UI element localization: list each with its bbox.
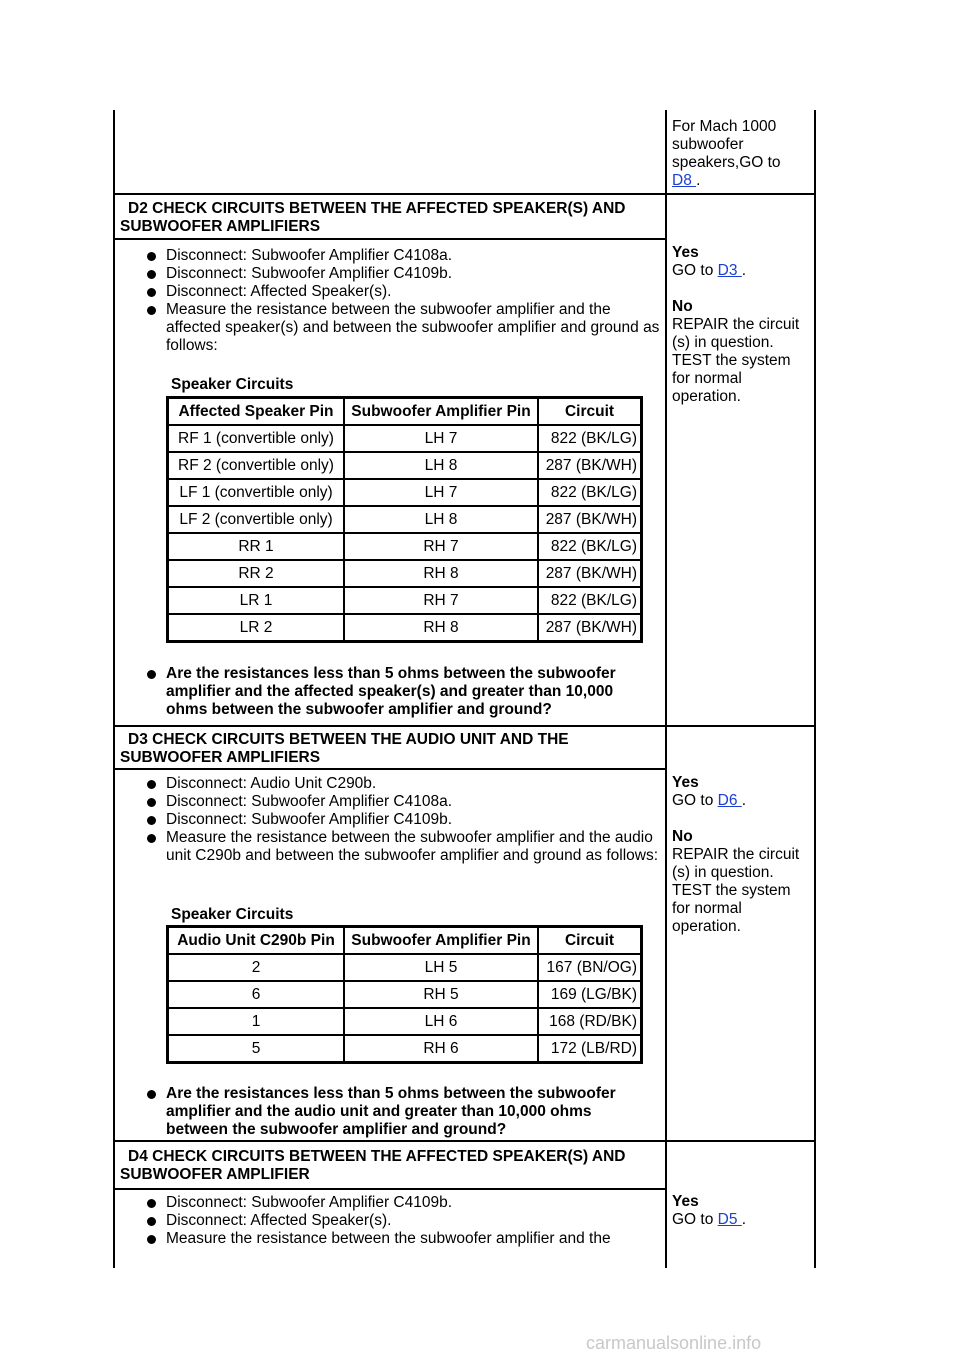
table-row bbox=[168, 506, 641, 533]
cell: 822 (BK/LG) bbox=[538, 533, 641, 560]
table-row bbox=[168, 981, 641, 1008]
d3-header: D3 CHECK CIRCUITS BETWEEN THE AUDIO UNIT AND THE SUBWOOFER AMPLIFIERS bbox=[120, 731, 569, 766]
mach1000-text: For Mach 1000 subwoofer speakers,GO to bbox=[672, 118, 781, 171]
column-divider bbox=[665, 110, 667, 1268]
cell: LF 1 (convertible only) bbox=[168, 479, 344, 506]
period: . bbox=[696, 172, 701, 189]
link-d6[interactable]: D6 bbox=[717, 792, 742, 809]
table-row bbox=[168, 1008, 641, 1035]
cell: LH 7 bbox=[344, 479, 538, 506]
d3-question-list bbox=[136, 1085, 636, 1139]
cell: RH 7 bbox=[344, 533, 538, 560]
table-row bbox=[168, 425, 641, 452]
cell: 822 (BK/LG) bbox=[538, 587, 641, 614]
table-header-row bbox=[168, 927, 641, 954]
d3-result bbox=[672, 774, 812, 936]
d4-result bbox=[672, 1193, 812, 1229]
d2-yes-action: GO to D3 . bbox=[672, 262, 747, 279]
go-to-text: GO to bbox=[672, 792, 714, 809]
d2-no-action: REPAIR the circuit (s) in question. TEST the system for normal operation. bbox=[672, 316, 800, 405]
column-header: Audio Unit C290b Pin bbox=[168, 927, 344, 954]
cell: 2 bbox=[168, 954, 344, 981]
cell: RH 7 bbox=[344, 587, 538, 614]
d2-yes-label: Yes bbox=[672, 244, 699, 261]
cell: 822 (BK/LG) bbox=[538, 479, 641, 506]
table-row bbox=[168, 1035, 641, 1062]
cell: 287 (BK/WH) bbox=[538, 560, 641, 587]
watermark: carmanualsonline.info bbox=[586, 1333, 762, 1353]
row-divider bbox=[113, 725, 816, 727]
d4-yes-action: GO to D5 . bbox=[672, 1211, 747, 1228]
d2-speaker-circuits-table bbox=[166, 396, 643, 643]
mach1000-note bbox=[672, 118, 812, 190]
cell: LH 8 bbox=[344, 452, 538, 479]
d3-question: Are the resistances less than 5 ohms between the subwoofer amplifier and the audio unit and greater than 10,000 ohms between the subwoofer amplifier and ground? bbox=[136, 1085, 636, 1139]
cell: LH 5 bbox=[344, 954, 538, 981]
d2-steps bbox=[136, 247, 664, 355]
cell: 287 (BK/WH) bbox=[538, 506, 641, 533]
d2-result bbox=[672, 244, 812, 406]
link-d8[interactable]: D8 bbox=[672, 172, 697, 189]
cell: RH 5 bbox=[344, 981, 538, 1008]
cell: 167 (BN/OG) bbox=[538, 954, 641, 981]
cell: 287 (BK/WH) bbox=[538, 452, 641, 479]
cell: 6 bbox=[168, 981, 344, 1008]
table-row bbox=[168, 954, 641, 981]
cell: LR 2 bbox=[168, 614, 344, 641]
d3-speaker-circuits-table bbox=[166, 925, 643, 1064]
table-header-row bbox=[168, 398, 641, 425]
cell: RH 6 bbox=[344, 1035, 538, 1062]
row-divider bbox=[113, 1140, 816, 1142]
cell: 5 bbox=[168, 1035, 344, 1062]
right-border bbox=[814, 110, 816, 1268]
d4-step: Disconnect: Affected Speaker(s). bbox=[136, 1212, 664, 1230]
table-row bbox=[168, 479, 641, 506]
d2-question: Are the resistances less than 5 ohms between the subwoofer amplifier and the affected speaker(s) and greater than 10,000 ohms between the subwoofer amplifier and ground? bbox=[136, 665, 636, 719]
table-row bbox=[168, 614, 641, 641]
column-header: Subwoofer Amplifier Pin bbox=[344, 398, 538, 425]
cell: 287 (BK/WH) bbox=[538, 614, 641, 641]
d2-step: Disconnect: Subwoofer Amplifier C4109b. bbox=[136, 265, 664, 283]
d3-no-action: REPAIR the circuit (s) in question. TEST the system for normal operation. bbox=[672, 846, 800, 935]
d3-step: Measure the resistance between the subwoofer amplifier and the audio unit C290b and between the subwoofer amplifier and ground as follows: bbox=[136, 829, 664, 865]
d3-no-label: No bbox=[672, 828, 693, 845]
d2-question-list bbox=[136, 665, 636, 719]
d4-steps bbox=[136, 1194, 664, 1248]
cell: LH 7 bbox=[344, 425, 538, 452]
d2-step: Disconnect: Subwoofer Amplifier C4108a. bbox=[136, 247, 664, 265]
d3-step: Disconnect: Audio Unit C290b. bbox=[136, 775, 664, 793]
d3-table-caption: Speaker Circuits bbox=[171, 906, 294, 923]
column-header: Circuit bbox=[538, 398, 641, 425]
table-row bbox=[168, 452, 641, 479]
link-d3[interactable]: D3 bbox=[717, 262, 742, 279]
table-row bbox=[168, 533, 641, 560]
d4-header-underline bbox=[113, 1188, 667, 1190]
cell: RF 2 (convertible only) bbox=[168, 452, 344, 479]
d4-step: Disconnect: Subwoofer Amplifier C4109b. bbox=[136, 1194, 664, 1212]
d4-header: D4 CHECK CIRCUITS BETWEEN THE AFFECTED SPEAKER(S) AND SUBWOOFER AMPLIFIER bbox=[120, 1148, 626, 1183]
d2-header-underline bbox=[113, 238, 667, 240]
column-header: Affected Speaker Pin bbox=[168, 398, 344, 425]
cell: LH 6 bbox=[344, 1008, 538, 1035]
cell: LH 8 bbox=[344, 506, 538, 533]
row-divider bbox=[113, 193, 816, 195]
cell: RF 1 (convertible only) bbox=[168, 425, 344, 452]
d3-step: Disconnect: Subwoofer Amplifier C4109b. bbox=[136, 811, 664, 829]
cell: RR 2 bbox=[168, 560, 344, 587]
column-header: Circuit bbox=[538, 927, 641, 954]
table-row bbox=[168, 560, 641, 587]
go-to-text: GO to bbox=[672, 1211, 714, 1228]
cell: 172 (LB/RD) bbox=[538, 1035, 641, 1062]
d2-step: Disconnect: Affected Speaker(s). bbox=[136, 283, 664, 301]
left-border bbox=[113, 110, 115, 1268]
link-d5[interactable]: D5 bbox=[717, 1211, 742, 1228]
d4-yes-label: Yes bbox=[672, 1193, 699, 1210]
d3-header-underline bbox=[113, 768, 667, 770]
go-to-text: GO to bbox=[672, 262, 714, 279]
d2-no-label: No bbox=[672, 298, 693, 315]
d3-yes-label: Yes bbox=[672, 774, 699, 791]
cell: RH 8 bbox=[344, 614, 538, 641]
d2-step: Measure the resistance between the subwoofer amplifier and the affected speaker(s) and between the subwoofer amplifier and ground as follows: bbox=[136, 301, 664, 355]
d2-table-caption: Speaker Circuits bbox=[171, 376, 294, 393]
cell: LR 1 bbox=[168, 587, 344, 614]
cell: RR 1 bbox=[168, 533, 344, 560]
cell: LF 2 (convertible only) bbox=[168, 506, 344, 533]
cell: RH 8 bbox=[344, 560, 538, 587]
column-header: Subwoofer Amplifier Pin bbox=[344, 927, 538, 954]
cell: 168 (RD/BK) bbox=[538, 1008, 641, 1035]
cell: 169 (LG/BK) bbox=[538, 981, 641, 1008]
d3-steps bbox=[136, 775, 664, 865]
d4-step: Measure the resistance between the subwoofer amplifier and the bbox=[136, 1230, 664, 1248]
table-row bbox=[168, 587, 641, 614]
cell: 822 (BK/LG) bbox=[538, 425, 641, 452]
cell: 1 bbox=[168, 1008, 344, 1035]
d2-header: D2 CHECK CIRCUITS BETWEEN THE AFFECTED SPEAKER(S) AND SUBWOOFER AMPLIFIERS bbox=[120, 200, 626, 235]
d3-yes-action: GO to D6 . bbox=[672, 792, 747, 809]
d3-step: Disconnect: Subwoofer Amplifier C4108a. bbox=[136, 793, 664, 811]
